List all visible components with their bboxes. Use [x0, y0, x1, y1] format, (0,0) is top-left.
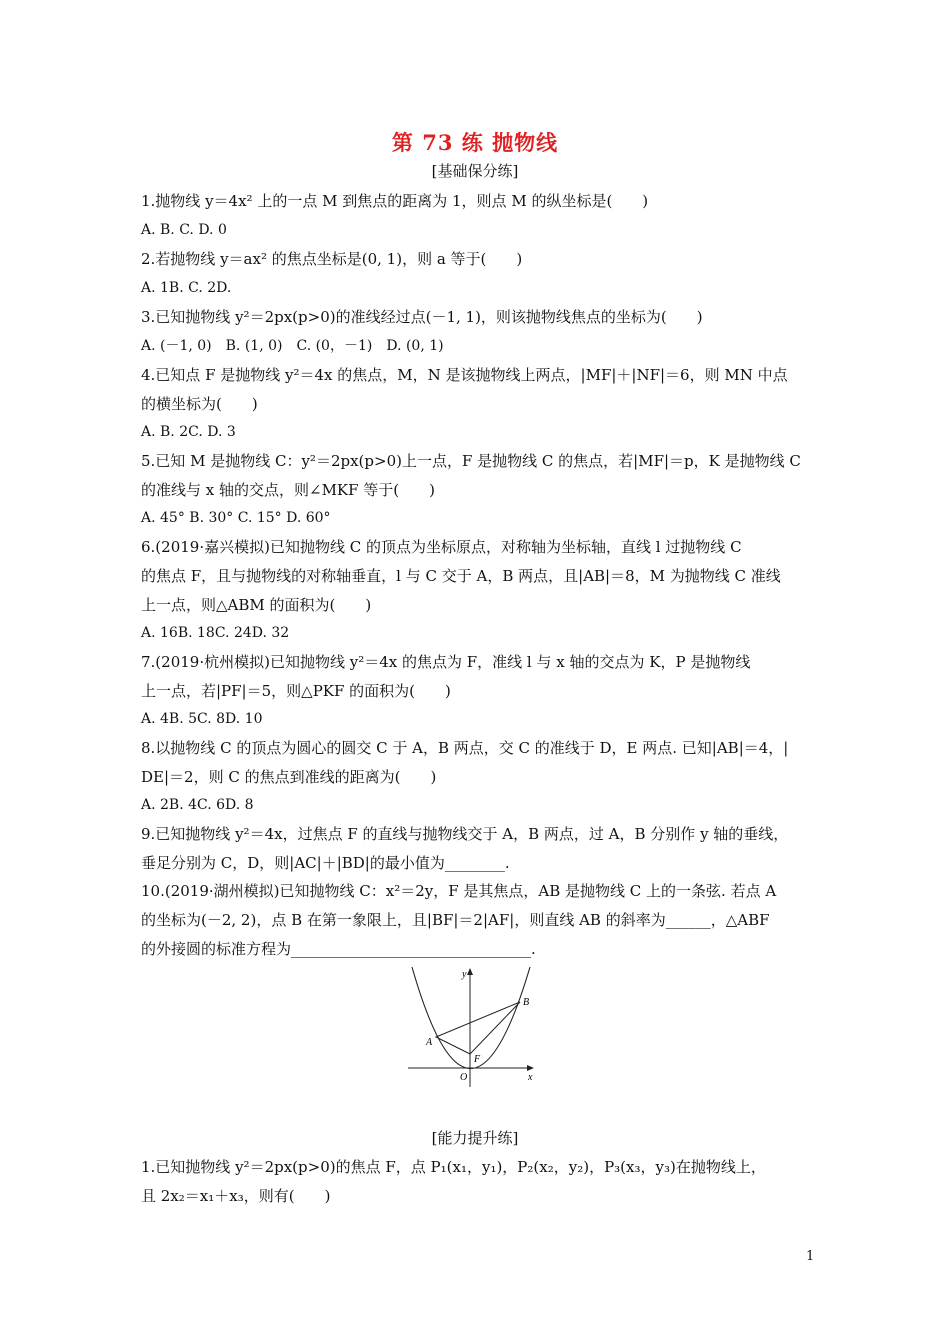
label-y: y	[462, 969, 467, 980]
question-6: 6.(2019·嘉兴模拟)已知抛物线 C 的顶点为坐标原点，对称轴为坐标轴，直线 l 过抛物线 C	[141, 538, 742, 556]
question-4: 4.已知点 F 是抛物线 y²＝4x 的焦点，M，N 是该抛物线上两点，|MF|＋|NF|＝6，则 MN 中点	[141, 366, 788, 384]
y-axis-arrow	[467, 968, 473, 975]
question-8-options: A. 2B. 4C. 6D. 8	[141, 797, 254, 813]
page-number: 1	[806, 1249, 815, 1264]
question-10-cont: 的坐标为(－2, 2)，点 B 在第一象限上，且|BF|＝2|AF|，则直线 AB 的斜率为______，△ABF	[141, 911, 770, 929]
question-3: 3.已知抛物线 y²＝2px(p>0)的准线经过点(－1, 1)，则该抛物线焦点的坐标为( )	[141, 308, 703, 326]
question-1: 1.抛物线 y＝4x² 上的一点 M 到焦点的距离为 1，则点 M 的纵坐标是( )	[141, 192, 649, 210]
section-heading-advanced: [能力提升练]	[431, 1129, 519, 1147]
label-O: O	[460, 1072, 468, 1083]
x-axis-arrow	[527, 1065, 534, 1071]
question-7-cont: 上一点，若|PF|＝5，则△PKF 的面积为( )	[141, 682, 451, 700]
advanced-question-1: 1.已知抛物线 y²＝2px(p>0)的焦点 F，点 P₁(x₁，y₁)，P₂(x₂，y₂)，P₃(x₃，y₃)在抛物线上，	[141, 1158, 766, 1176]
question-9-cont: 垂足分别为 C，D，则|AC|＋|BD|的最小值为________.	[141, 854, 510, 872]
question-4-cont: 的横坐标为( )	[141, 395, 258, 413]
section-heading-basic: [基础保分练]	[431, 162, 519, 180]
question-10-cont2: 的外接圆的标准方程为________________________________.	[141, 940, 536, 958]
question-6-cont: 的焦点 F，且与抛物线的对称轴垂直，l 与 C 交于 A，B 两点，且|AB|＝8，M 为抛物线 C 准线	[141, 567, 781, 585]
question-8-cont: DE|＝2，则 C 的焦点到准线的距离为( )	[141, 768, 437, 786]
question-5: 5.已知 M 是抛物线 C：y²＝2px(p>0)上一点，F 是抛物线 C 的焦点，若|MF|＝p，K 是抛物线 C	[141, 452, 801, 470]
advanced-question-1-cont: 且 2x₂＝x₁＋x₃，则有( )	[141, 1187, 331, 1205]
label-A: A	[426, 1037, 433, 1048]
question-2: 2.若抛物线 y＝ax² 的焦点坐标是(0, 1)，则 a 等于( )	[141, 250, 523, 268]
page-title: 第 73 练 抛物线	[391, 130, 559, 155]
question-3-options: A. (－1, 0) B. (1, 0) C. (0，－1) D. (0, 1)	[141, 338, 444, 354]
question-2-options: A. 1B. C. 2D.	[141, 280, 232, 296]
question-10: 10.(2019·湖州模拟)已知抛物线 C：x²＝2y，F 是其焦点，AB 是抛物线 C 上的一条弦. 若点 A	[141, 882, 777, 900]
question-4-options: A. B. 2C. D. 3	[141, 424, 236, 440]
question-7-options: A. 4B. 5C. 8D. 10	[141, 711, 263, 727]
question-9: 9.已知抛物线 y²＝4x，过焦点 F 的直线与抛物线交于 A，B 两点，过 A，B 分别作 y 轴的垂线，	[141, 825, 789, 843]
label-B: B	[523, 997, 530, 1008]
question-5-options: A. 45° B. 30° C. 15° D. 60°	[141, 510, 331, 526]
question-6-cont2: 上一点，则△ABM 的面积为( )	[141, 596, 372, 614]
label-x: x	[528, 1072, 533, 1083]
label-F: F	[474, 1054, 481, 1065]
question-7: 7.(2019·杭州模拟)已知抛物线 y²＝4x 的焦点为 F，准线 l 与 x 轴的交点为 K，P 是抛物线	[141, 653, 751, 671]
parabola-figure	[408, 965, 538, 1087]
question-5-cont: 的准线与 x 轴的交点，则∠MKF 等于( )	[141, 481, 436, 499]
question-6-options: A. 16B. 18C. 24D. 32	[141, 625, 290, 641]
question-8: 8.以抛物线 C 的顶点为圆心的圆交 C 于 A，B 两点，交 C 的准线于 D，E 两点. 已知|AB|＝4，|	[141, 739, 789, 757]
question-1-options: A. B. C. D. 0	[141, 222, 227, 238]
